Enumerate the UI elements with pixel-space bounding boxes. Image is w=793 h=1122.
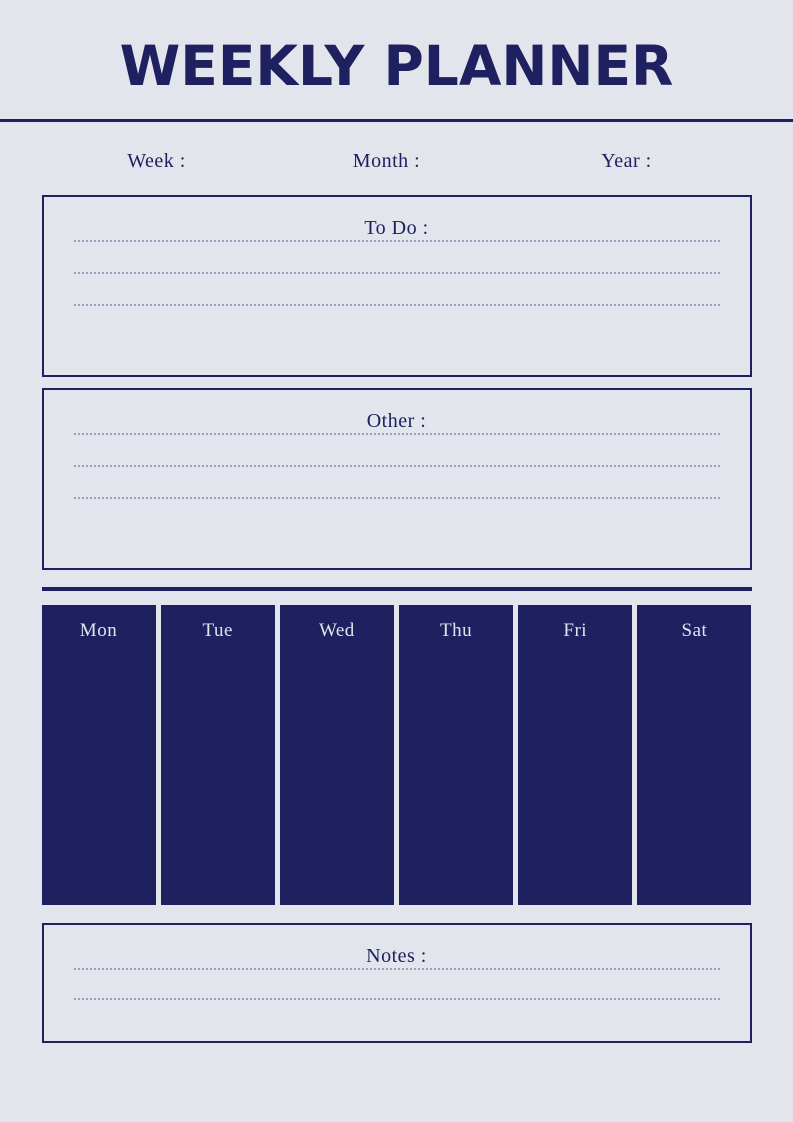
day-column-thu[interactable] bbox=[399, 605, 513, 905]
day-label: Fri bbox=[563, 619, 588, 641]
todo-write-line[interactable] bbox=[74, 240, 720, 242]
page-title: WEEKLY PLANNER bbox=[119, 34, 674, 98]
day-label: Thu bbox=[440, 619, 473, 641]
week-field-label[interactable]: Week : bbox=[127, 149, 186, 172]
other-label: Other : bbox=[366, 409, 427, 432]
day-column-tue[interactable] bbox=[161, 605, 275, 905]
notes-section bbox=[42, 923, 752, 1043]
other-write-line[interactable] bbox=[74, 465, 720, 467]
month-field-label[interactable]: Month : bbox=[352, 149, 421, 172]
day-label: Sat bbox=[681, 619, 708, 641]
todo-write-line[interactable] bbox=[74, 272, 720, 274]
todo-section bbox=[42, 195, 752, 377]
other-write-line[interactable] bbox=[74, 497, 720, 499]
day-column-mon[interactable] bbox=[42, 605, 156, 905]
year-field-label[interactable]: Year : bbox=[601, 149, 652, 172]
days-grid bbox=[42, 605, 752, 905]
notes-write-line[interactable] bbox=[74, 998, 720, 1000]
meta-row bbox=[42, 122, 752, 173]
day-column-wed[interactable] bbox=[280, 605, 394, 905]
notes-write-line[interactable] bbox=[74, 968, 720, 970]
section-divider bbox=[42, 587, 752, 591]
notes-label: Notes : bbox=[366, 944, 427, 967]
day-label: Tue bbox=[202, 619, 233, 641]
day-column-sat[interactable] bbox=[637, 605, 751, 905]
other-section bbox=[42, 388, 752, 570]
day-label: Wed bbox=[318, 619, 355, 641]
other-write-line[interactable] bbox=[74, 433, 720, 435]
todo-write-line[interactable] bbox=[74, 304, 720, 306]
day-label: Mon bbox=[79, 619, 118, 641]
todo-label: To Do : bbox=[364, 216, 429, 239]
day-column-fri[interactable] bbox=[518, 605, 632, 905]
